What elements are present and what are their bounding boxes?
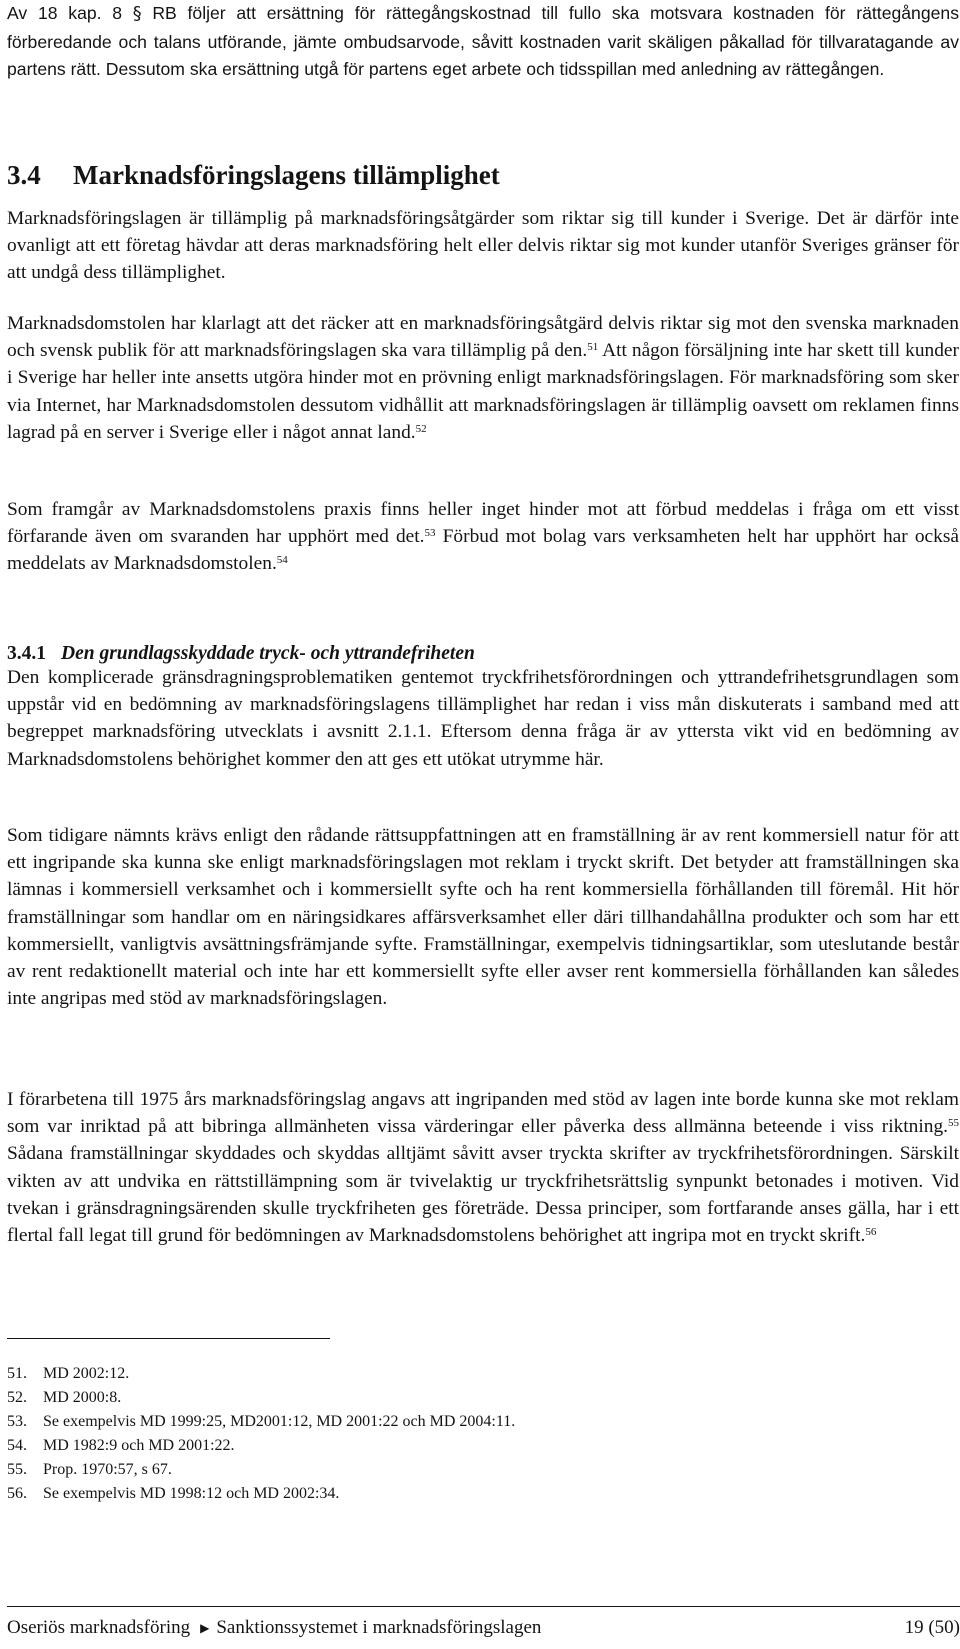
section-title: Marknadsföringslagens tillämplighet [73,160,500,190]
footnote-ref[interactable]: 56 [865,1226,877,1239]
footnote-ref[interactable]: 55 [948,1117,959,1130]
footnote-text: Se exempelvis MD 1998:12 och MD 2002:34. [43,1485,340,1502]
footnote-item [7,1410,515,1434]
footnote-number: 52. [7,1389,27,1406]
section-heading [7,157,500,193]
paragraph-commercial-nature: Som tidigare nämnts krävs enligt den rådande rättsuppfattningen att en framställning är av rent kommersiell natur för att ett ingripande ska kunna ske enligt marknadsföringslagen mot reklam i tryckt skrift. Det betyder att framställningen ska lämnas i kommersiell verksamhet och i kommersiellt syfte och ha rent kommersiella förhållanden till föremål. Hit hör framställningar som handlar om en näringsidkares affärsverksamhet eller däri tillhandahållna produkter och som har ett kommersiellt, vanligtvis avsättningsfrämjande syfte. Framställningar, exempelvis tidningsartiklar, som uteslutande består av rent redaktionellt material och inte har ett kommersiellt syfte eller avser rent kommersiella förhållanden kan således inte angripas med stöd av marknadsföringslagen. [7,825,959,1010]
footnote-ref[interactable]: 51 [587,341,599,354]
paragraph-text: Sådana framställningar skyddades och skyddas alltjämt såvitt avser tryckta skrifter av tryckfrihetsförordningen. Särskilt vikten av att undvika en rättstillämpning som är tvivelaktig ur tryckfrihetsrättslig synpunkt betonades i motiven. Vid tvekan i gränsdragningsärenden skulle tryckfriheten ges företräde. Dessa principer, som fortfarande anses gälla, har i ett flertal fall legat till grund för bedömningen av Marknadsdomstolens behörighet att ingripa mot en tryckt skrift. [7,1143,959,1247]
paragraph-text: I förarbetena till 1975 års marknadsföringslag angavs att ingripanden med stöd av lagen inte borde kunna ske mot reklam som var inriktad på att bibringa allmänheten vissa värderingar eller påverka dess allmänna beteende i viss riktning. [7,1089,959,1138]
footnote-item [7,1362,515,1386]
paragraph-preparatory-works [7,1086,959,1249]
subsection-title: Den grundlagsskyddade tryck- och yttrandefriheten [61,643,475,664]
footnote-number: 54. [7,1437,27,1454]
page-footer [7,1614,960,1642]
footer-chapter-title[interactable]: Sanktionssystemet i marknadsföringslagen [216,1617,542,1638]
footnote-text: MD 2002:12. [43,1365,130,1382]
paragraph-applicability: Marknadsföringslagen är tillämplig på marknadsföringsåtgärder som riktar sig till kunder i Sverige. Det är därför inte ovanligt att ett företag hävdar att deras marknadsföring helt eller delvis riktar sig mot kunder utanför Sveriges gränser för att undgå dess tillämplighet. [7,208,959,284]
subsection-number: 3.4.1 [7,643,46,664]
footnote-divider [7,1338,330,1339]
paragraph-practice [7,496,959,578]
paragraph-text: Att någon försäljning inte har skett till kunder i Sverige har heller inte ansetts utgöra hinder mot en prövning enligt marknadsföringslagen. För marknadsföring som sker via Internet, har Marknadsdomstolen dessutom vidhållit att marknadsföringslagen är tillämplig oavsett om reklamen finns lagrad på en server i Sverige eller i något annat land. [7,340,959,443]
footer-document-title[interactable]: Oseriös marknadsföring [7,1617,191,1638]
footnote-item [7,1458,515,1482]
triangle-right-icon: ▶ [200,1621,210,1635]
footnote-item [7,1434,515,1458]
footnote-text: Se exempelvis MD 1999:25, MD2001:12, MD 2001:22 och MD 2004:11. [43,1413,516,1430]
paragraph-text: Förbud mot bolag vars verksamheten helt har upphört har också meddelats av Marknadsdomstolen. [7,526,960,575]
footnote-text: Prop. 1970:57, s 67. [43,1461,172,1478]
footnote-number: 53. [7,1413,27,1430]
paragraph-text: Marknadsdomstolen har klarlagt att det räcker att en marknadsföringsåtgärd delvis riktar sig mot den svenska marknaden och svensk publik för att marknadsföringslagen ska vara tillämplig på den. [7,313,959,362]
footnote-number: 56. [7,1485,27,1502]
lead-text-rest: RB följer att ersättning för rättegångskostnad till fullo ska motsvara kostnaden för rättegångens förberedande och talans utförande, jämte ombudsarvode, såvitt kostnaden varit skäligen påkallad för tillvaratagande av partens rätt. Dessutom ska ersättning utgå för partens eget arbete och tidsspillan med anledning av rättegången. [7,3,959,79]
footnote-item [7,1386,515,1410]
footnote-number: 55. [7,1461,27,1478]
footnote-text: MD 1982:9 och MD 2001:22. [43,1437,235,1454]
footnote-list [7,1362,515,1506]
footnote-ref[interactable]: 53 [424,527,436,540]
section-number: 3.4 [7,160,41,190]
lead-paragraph [7,0,959,84]
footnote-number: 51. [7,1365,27,1382]
paragraph-demarcation: Den komplicerade gränsdragningsproblematiken gentemot tryckfrihetsförordningen och yttrandefrihetsgrundlagen som uppstår vid en bedömning av marknadsföringslagens tillämplighet har redan i viss mån diskuterats i samband med att begreppet marknadsföring utvecklats i avsnitt 2.1.1. Eftersom denna fråga är av yttersta vikt vid en bedömning av Marknadsdomstolens behörighet kommer den att ges ett utökat utrymme här. [7,667,959,770]
lead-text-start: Av 18 kap. 8 [7,3,133,23]
footer-divider [7,1606,960,1607]
page-number: 19 (50) [904,1617,960,1638]
paragraph-text: Som framgår av Marknadsdomstolens praxis finns heller inget hinder mot att förbud meddelas i fråga om ett visst förfarande även om svaranden har upphört med det. [7,499,959,548]
footnote-text: MD 2000:8. [43,1389,122,1406]
section-sign: § [132,4,142,24]
footnote-item [7,1482,515,1506]
footnote-ref[interactable]: 54 [276,554,288,567]
footnote-ref[interactable]: 52 [415,422,427,435]
paragraph-market-court [7,310,959,446]
